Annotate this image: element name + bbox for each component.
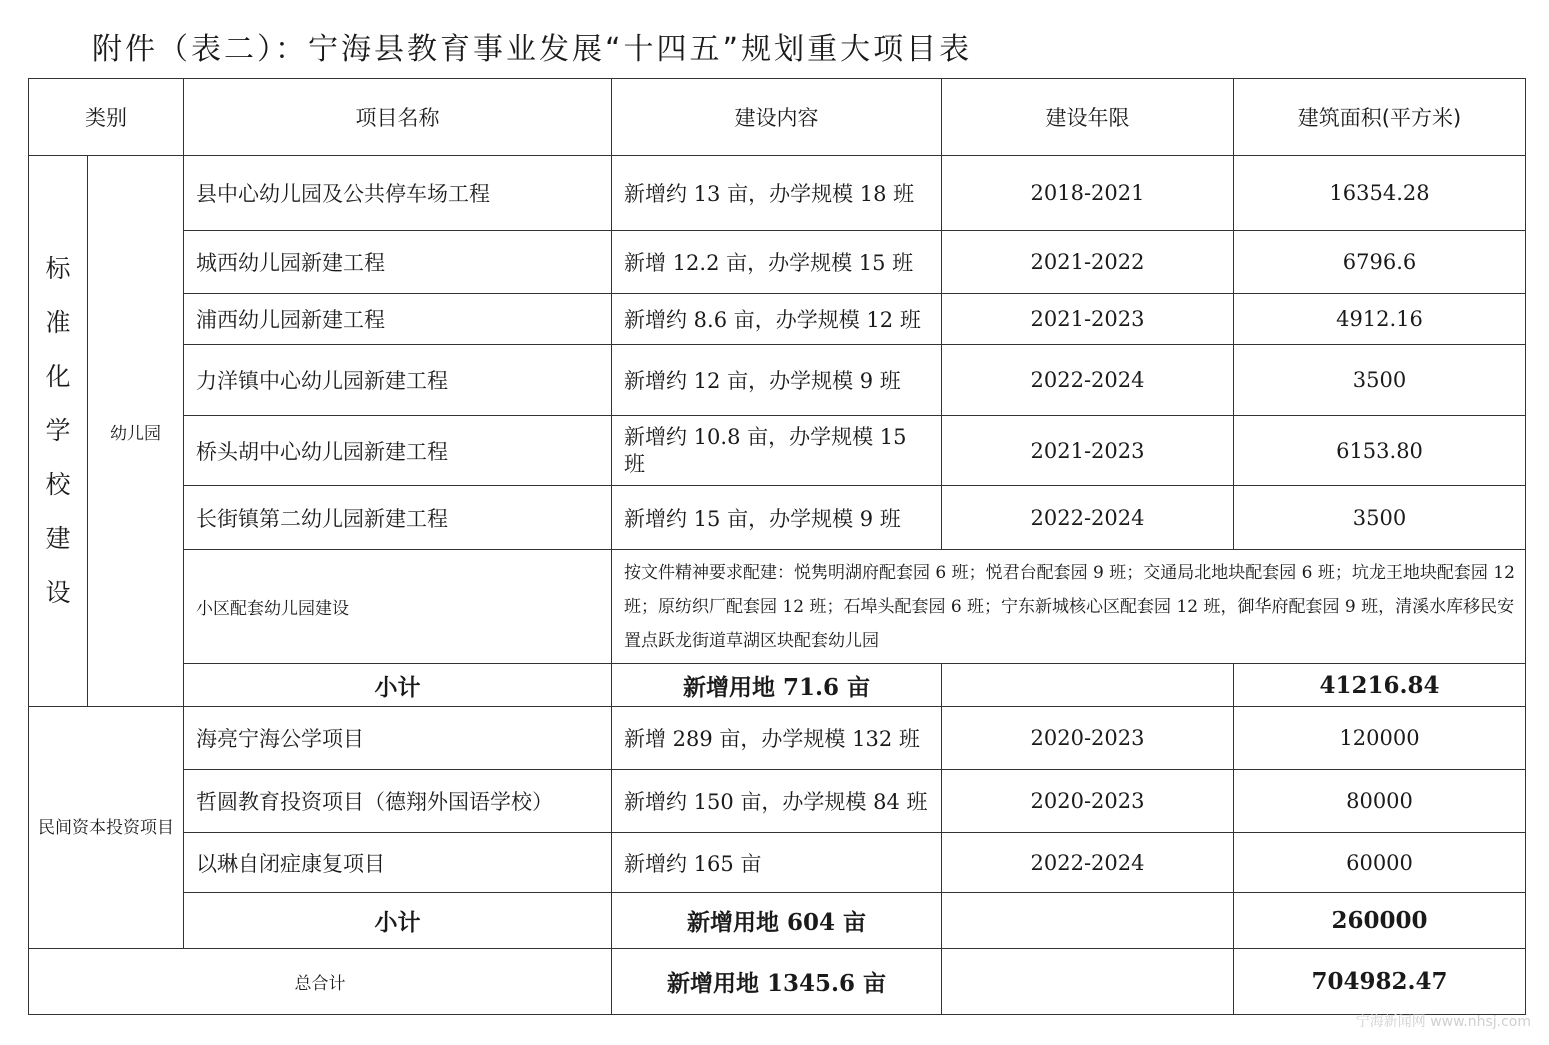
project-content: 新增约 15 亩，办学规模 9 班	[612, 486, 942, 550]
project-name: 长街镇第二幼儿园新建工程	[184, 486, 612, 550]
table-row	[29, 486, 1526, 550]
projects-table	[28, 78, 1526, 1015]
project-content: 新增约 10.8 亩，办学规模 15 班	[612, 416, 942, 486]
empty-cell	[942, 949, 1234, 1015]
empty-cell	[942, 664, 1234, 707]
project-content: 新增 12.2 亩，办学规模 15 班	[612, 231, 942, 294]
project-years: 2021-2023	[942, 294, 1234, 345]
project-content: 新增约 8.6 亩，办学规模 12 班	[612, 294, 942, 345]
project-years: 2022-2024	[942, 345, 1234, 416]
total-content: 新增用地 1345.6 亩	[612, 949, 942, 1015]
project-content: 新增 289 亩，办学规模 132 班	[612, 707, 942, 770]
project-years: 2022-2024	[942, 833, 1234, 893]
project-years: 2018-2021	[942, 156, 1234, 231]
project-content: 新增约 150 亩，办学规模 84 班	[612, 770, 942, 833]
table-row	[29, 550, 1526, 664]
header-name: 项目名称	[184, 79, 612, 156]
table-row	[29, 833, 1526, 893]
table-row	[29, 707, 1526, 770]
project-content-note: 按文件精神要求配建：悦隽明湖府配套园 6 班；悦君台配套园 9 班；交通局北地块配套园 6 班；坑龙王地块配套园 12 班；原纺织厂配套园 12 班；石埠头配套园 6 班；宁东新城核心区配套园 12 班，御华府配套园 9 班，清溪水库移民安置点跃龙街道草湖区块配套幼儿园	[612, 550, 1526, 664]
table-row	[29, 770, 1526, 833]
project-name: 县中心幼儿园及公共停车场工程	[184, 156, 612, 231]
total-area: 704982.47	[1234, 949, 1526, 1015]
category-standard-school-text: 标 准 化 学 校 建 设	[45, 254, 71, 607]
empty-cell	[942, 893, 1234, 949]
project-years: 2020-2023	[942, 707, 1234, 770]
subtotal-area: 260000	[1234, 893, 1526, 949]
page-title: 附件（表二）：宁海县教育事业发展“十四五”规划重大项目表	[92, 32, 973, 67]
project-years: 2022-2024	[942, 486, 1234, 550]
project-name: 浦西幼儿园新建工程	[184, 294, 612, 345]
project-content: 新增约 12 亩，办学规模 9 班	[612, 345, 942, 416]
project-area: 4912.16	[1234, 294, 1526, 345]
table-row	[29, 156, 1526, 231]
total-row	[29, 949, 1526, 1015]
header-content: 建设内容	[612, 79, 942, 156]
table-row	[29, 231, 1526, 294]
subtotal-row	[29, 664, 1526, 707]
project-name: 力洋镇中心幼儿园新建工程	[184, 345, 612, 416]
project-area: 6796.6	[1234, 231, 1526, 294]
table-row	[29, 416, 1526, 486]
subtotal-content: 新增用地 604 亩	[612, 893, 942, 949]
header-row	[29, 79, 1526, 156]
table-row	[29, 345, 1526, 416]
project-name: 城西幼儿园新建工程	[184, 231, 612, 294]
project-years: 2020-2023	[942, 770, 1234, 833]
subtotal-row	[29, 893, 1526, 949]
header-category: 类别	[29, 79, 184, 156]
subtotal-content: 新增用地 71.6 亩	[612, 664, 942, 707]
subtotal-label: 小计	[184, 664, 612, 707]
project-name: 哲圆教育投资项目（德翔外国语学校）	[184, 770, 612, 833]
project-name: 海亮宁海公学项目	[184, 707, 612, 770]
project-name: 桥头胡中心幼儿园新建工程	[184, 416, 612, 486]
subtotal-area: 41216.84	[1234, 664, 1526, 707]
project-content: 新增约 165 亩	[612, 833, 942, 893]
project-area: 60000	[1234, 833, 1526, 893]
total-label: 总合计	[29, 949, 612, 1015]
project-content: 新增约 13 亩，办学规模 18 班	[612, 156, 942, 231]
project-years: 2021-2023	[942, 416, 1234, 486]
category-standard-school	[29, 156, 88, 707]
header-years: 建设年限	[942, 79, 1234, 156]
watermark: 宁海新闻网 www.nhsj.com	[1355, 1014, 1531, 1030]
project-years: 2021-2022	[942, 231, 1234, 294]
project-name: 小区配套幼儿园建设	[184, 550, 612, 664]
category-private-capital: 民间资本投资项目	[29, 707, 184, 949]
project-name: 以琳自闭症康复项目	[184, 833, 612, 893]
project-area: 16354.28	[1234, 156, 1526, 231]
table-row	[29, 294, 1526, 345]
project-area: 3500	[1234, 345, 1526, 416]
project-area: 80000	[1234, 770, 1526, 833]
project-area: 6153.80	[1234, 416, 1526, 486]
project-area: 3500	[1234, 486, 1526, 550]
header-area: 建筑面积(平方米)	[1234, 79, 1526, 156]
subtotal-label: 小计	[184, 893, 612, 949]
subcategory-kindergarten: 幼儿园	[88, 156, 184, 707]
project-area: 120000	[1234, 707, 1526, 770]
